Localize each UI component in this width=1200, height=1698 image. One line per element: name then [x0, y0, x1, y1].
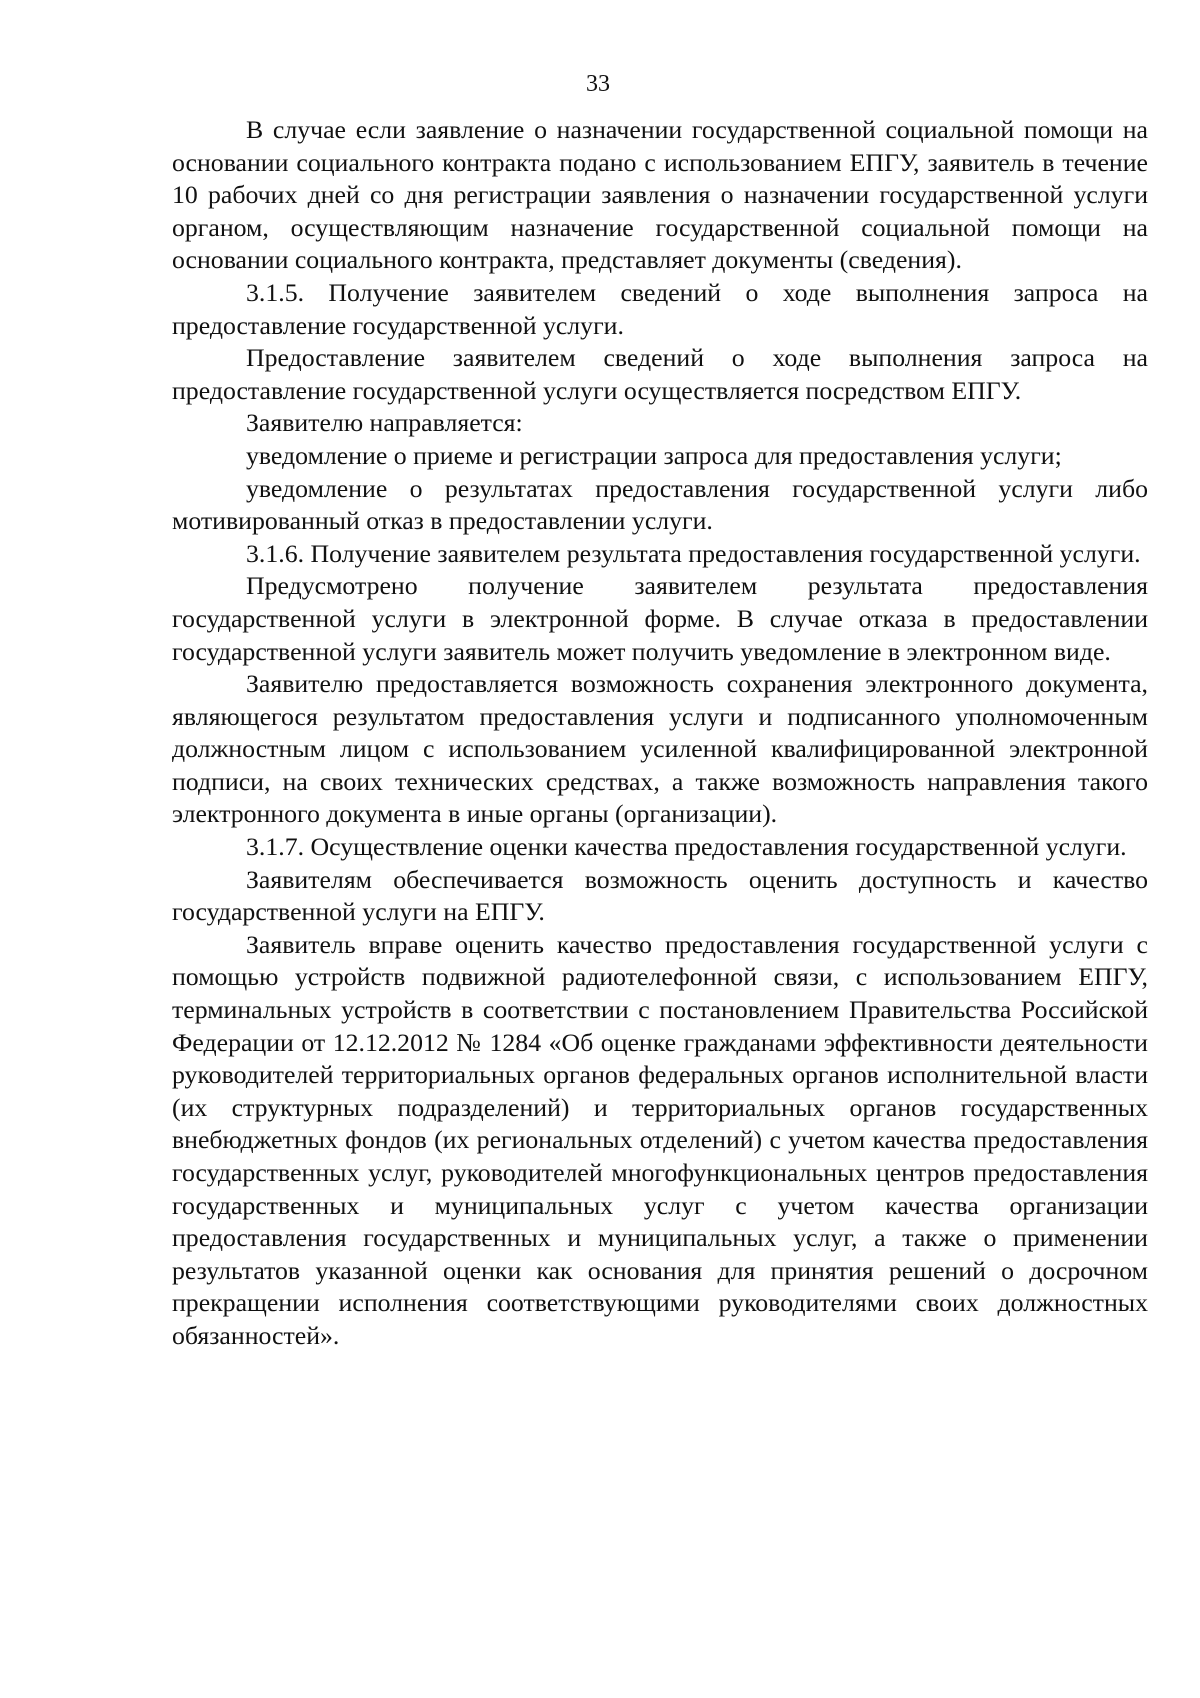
paragraph-application-egpu: В случае если заявление о назначении государственной социальной помощи на основании социального контракта подано с использованием ЕПГУ, заявитель в течение 10 рабочих дней со дня регистрации заявления о назначении государственной услуги органом, осуществляющим назначение государственной социальной помощи на основании социального контракта, представляет документы (сведения).	[172, 115, 1148, 275]
section-heading-3-1-7: 3.1.7. Осуществление оценки качества предоставления государственной услуги.	[246, 832, 1127, 862]
paragraph-assessment-methods: Заявитель вправе оценить качество предоставления государственной услуги с помощью устройств подвижной радиотелефонной связи, с использованием ЕПГУ, терминальных устройств в соответствии с постановлением Правительства Российской Федерации от 12.12.2012 № 1284 «Об оценке гражданами эффективности деятельности руководителей территориальных органов федеральных органов исполнительной власти (их структурных подразделений) и территориальных органов государственных внебюджетных фондов (их региональных отделений) с учетом качества предоставления государственных услуг, руководителей многофункциональных центров предоставления государственных и муниципальных услуг с учетом качества организации предоставления государственных и муниципальных услуг, а также о применении результатов указанной оценки как основания для принятия решений о досрочном прекращении исполнения соответствующими руководителями своих должностных обязанностей».	[172, 929, 1148, 1350]
paragraph-save-document: Заявителю предоставляется возможность сохранения электронного документа, являющегося результатом предоставления услуги и подписанного уполномоченным должностным лицом с использованием усиленной квалифицированной электронной подписи, на своих технических средствах, а также возможность направления такого электронного документа в иные органы (организации).	[172, 669, 1148, 829]
page-number: 33	[586, 71, 610, 97]
paragraph-electronic-result: Предусмотрено получение заявителем результата предоставления государственной услуги в электронной форме. В случае отказа в предоставлении государственной услуги заявитель может получить уведомление в электронном виде.	[172, 571, 1148, 666]
paragraph-quality-assessment: Заявителям обеспечивается возможность оценить доступность и качество государственной услуги на ЕПГУ.	[172, 864, 1148, 927]
section-heading-3-1-5: 3.1.5. Получение заявителем сведений о ходе выполнения запроса на предоставление государственной услуги.	[172, 277, 1148, 340]
paragraph-progress-info: Предоставление заявителем сведений о ходе выполнения запроса на предоставление государственной услуги осуществляется посредством ЕПГУ.	[172, 343, 1148, 405]
list-item-result-notice: уведомление о результатах предоставления государственной услуги либо мотивированный отказ в предоставлении услуги.	[172, 473, 1148, 536]
document-body	[172, 114, 1148, 1353]
section-heading-3-1-6: 3.1.6. Получение заявителем результата предоставления государственной услуги.	[246, 538, 1141, 568]
paragraph-applicant-notified: Заявителю направляется:	[246, 408, 523, 438]
list-item-receipt-notice: уведомление о приеме и регистрации запроса для предоставления услуги;	[246, 440, 1062, 470]
